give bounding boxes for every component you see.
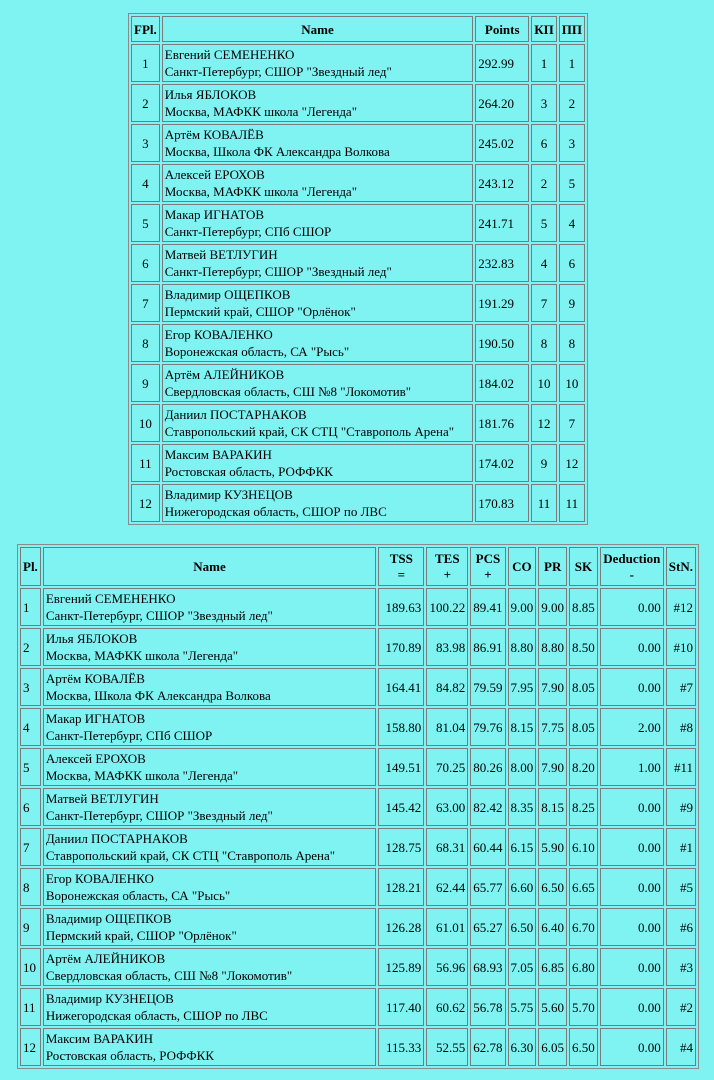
points-cell: 191.29 xyxy=(475,284,529,322)
stn-cell: #5 xyxy=(666,868,696,906)
stn-cell: #4 xyxy=(666,1028,696,1066)
header-points: Points xyxy=(475,16,529,42)
stn-cell: #6 xyxy=(666,908,696,946)
skater-club: Свердловская область, СШ №8 "Локомотив" xyxy=(164,384,412,399)
tss-cell: 158.80 xyxy=(378,708,424,746)
pr-cell: 7.90 xyxy=(538,668,567,706)
deduction-cell: 1.00 xyxy=(600,748,664,786)
table-row xyxy=(20,828,696,866)
pp-cell: 4 xyxy=(559,204,585,242)
co-cell: 8.00 xyxy=(508,748,537,786)
pp-cell: 2 xyxy=(559,84,585,122)
pr-cell: 7.75 xyxy=(538,708,567,746)
skater-club: Санкт-Петербург, СШОР "Звездный лед" xyxy=(164,264,392,279)
name-cell xyxy=(43,748,376,786)
header-name: Name xyxy=(43,547,376,586)
place-cell: 7 xyxy=(20,828,41,866)
skater-club: Ставропольский край, СК СТЦ "Ставрополь Арена" xyxy=(164,424,455,439)
name-cell xyxy=(43,868,376,906)
stn-cell: #8 xyxy=(666,708,696,746)
table-row xyxy=(20,988,696,1026)
pcs-cell: 89.41 xyxy=(470,588,505,626)
tss-cell: 115.33 xyxy=(378,1028,424,1066)
skater-name: Евгений СЕМЕНЕНКО xyxy=(164,47,295,62)
tes-cell: 61.01 xyxy=(426,908,468,946)
pcs-cell: 82.42 xyxy=(470,788,505,826)
skater-name: Владимир КУЗНЕЦОВ xyxy=(45,991,174,1006)
place-cell: 8 xyxy=(131,324,160,362)
final-standings-table xyxy=(128,13,588,525)
header-kp: КП xyxy=(531,16,557,42)
place-cell: 3 xyxy=(131,124,160,162)
name-cell xyxy=(43,908,376,946)
name-cell xyxy=(162,324,473,362)
tes-cell: 62.44 xyxy=(426,868,468,906)
co-cell: 7.05 xyxy=(508,948,537,986)
pr-cell: 9.00 xyxy=(538,588,567,626)
sk-cell: 6.80 xyxy=(569,948,598,986)
tes-cell: 100.22 xyxy=(426,588,468,626)
co-cell: 8.15 xyxy=(508,708,537,746)
tss-cell: 149.51 xyxy=(378,748,424,786)
points-cell: 232.83 xyxy=(475,244,529,282)
co-cell: 6.15 xyxy=(508,828,537,866)
tes-cell: 70.25 xyxy=(426,748,468,786)
place-cell: 1 xyxy=(131,44,160,82)
name-cell xyxy=(162,84,473,122)
pr-cell: 6.40 xyxy=(538,908,567,946)
skater-club: Санкт-Петербург, СПб СШОР xyxy=(164,224,332,239)
tss-cell: 170.89 xyxy=(378,628,424,666)
table-row xyxy=(131,364,585,402)
skater-club: Москва, МАФКК школа "Легенда" xyxy=(45,648,239,663)
points-cell: 292.99 xyxy=(475,44,529,82)
table-row xyxy=(131,244,585,282)
table-row xyxy=(131,164,585,202)
skater-name: Алексей ЕРОХОВ xyxy=(164,167,265,182)
skater-name: Макар ИГНАТОВ xyxy=(45,711,146,726)
skater-club: Пермский край, СШОР "Орлёнок" xyxy=(45,928,237,943)
skater-name: Даниил ПОСТАРНАКОВ xyxy=(164,407,307,422)
deduction-cell: 0.00 xyxy=(600,588,664,626)
skater-name: Матвей ВЕТЛУГИН xyxy=(164,247,278,262)
skater-name: Егор КОВАЛЕНКО xyxy=(45,871,154,886)
skater-club: Свердловская область, СШ №8 "Локомотив" xyxy=(45,968,293,983)
kp-cell: 6 xyxy=(531,124,557,162)
header-tes xyxy=(426,547,468,586)
sk-cell: 8.05 xyxy=(569,668,598,706)
co-cell: 6.60 xyxy=(508,868,537,906)
place-cell: 9 xyxy=(20,908,41,946)
name-cell xyxy=(162,284,473,322)
pr-cell: 7.90 xyxy=(538,748,567,786)
table-row xyxy=(20,748,696,786)
place-cell: 6 xyxy=(20,788,41,826)
name-cell xyxy=(43,788,376,826)
place-cell: 12 xyxy=(20,1028,41,1066)
co-cell: 8.80 xyxy=(508,628,537,666)
skater-club: Москва, МАФКК школа "Легенда" xyxy=(164,104,358,119)
skater-name: Владимир ОЩЕПКОВ xyxy=(45,911,172,926)
points-cell: 264.20 xyxy=(475,84,529,122)
header-deduction xyxy=(600,547,664,586)
skater-club: Санкт-Петербург, СШОР "Звездный лед" xyxy=(164,64,392,79)
skater-name: Максим ВАРАКИН xyxy=(45,1031,153,1046)
points-cell: 181.76 xyxy=(475,404,529,442)
pcs-cell: 80.26 xyxy=(470,748,505,786)
skater-name: Егор КОВАЛЕНКО xyxy=(164,327,273,342)
name-cell xyxy=(162,404,473,442)
table-row xyxy=(20,948,696,986)
sk-cell: 6.70 xyxy=(569,908,598,946)
pcs-cell: 79.59 xyxy=(470,668,505,706)
skater-club: Санкт-Петербург, СПб СШОР xyxy=(45,728,213,743)
name-cell xyxy=(43,828,376,866)
table-row xyxy=(131,284,585,322)
deduction-cell: 0.00 xyxy=(600,628,664,666)
pp-cell: 6 xyxy=(559,244,585,282)
pp-cell: 9 xyxy=(559,284,585,322)
standings-header-row xyxy=(131,16,585,42)
place-cell: 11 xyxy=(20,988,41,1026)
skater-club: Ставропольский край, СК СТЦ "Ставрополь Арена" xyxy=(45,848,336,863)
skater-club: Пермский край, СШОР "Орлёнок" xyxy=(164,304,356,319)
deduction-cell: 0.00 xyxy=(600,988,664,1026)
table-row xyxy=(131,44,585,82)
pcs-cell: 65.77 xyxy=(470,868,505,906)
skater-name: Макар ИГНАТОВ xyxy=(164,207,265,222)
co-cell: 6.50 xyxy=(508,908,537,946)
stn-cell: #12 xyxy=(666,588,696,626)
segment-results-table xyxy=(17,544,699,1069)
table-row xyxy=(20,588,696,626)
pcs-cell: 79.76 xyxy=(470,708,505,746)
sk-cell: 8.85 xyxy=(569,588,598,626)
skater-name: Илья ЯБЛОКОВ xyxy=(45,631,138,646)
name-cell xyxy=(43,988,376,1026)
points-cell: 190.50 xyxy=(475,324,529,362)
stn-cell: #1 xyxy=(666,828,696,866)
tes-cell: 68.31 xyxy=(426,828,468,866)
points-cell: 243.12 xyxy=(475,164,529,202)
table-row xyxy=(131,404,585,442)
header-sk: SK xyxy=(569,547,598,586)
tss-cell: 126.28 xyxy=(378,908,424,946)
deduction-cell: 0.00 xyxy=(600,828,664,866)
pr-cell: 6.05 xyxy=(538,1028,567,1066)
sk-cell: 8.05 xyxy=(569,708,598,746)
pp-cell: 7 xyxy=(559,404,585,442)
pcs-cell: 86.91 xyxy=(470,628,505,666)
tss-cell: 189.63 xyxy=(378,588,424,626)
tes-cell: 81.04 xyxy=(426,708,468,746)
name-cell xyxy=(162,204,473,242)
table-row xyxy=(131,324,585,362)
points-cell: 245.02 xyxy=(475,124,529,162)
place-cell: 5 xyxy=(131,204,160,242)
pp-cell: 12 xyxy=(559,444,585,482)
kp-cell: 2 xyxy=(531,164,557,202)
tss-cell: 117.40 xyxy=(378,988,424,1026)
skater-club: Санкт-Петербург, СШОР "Звездный лед" xyxy=(45,608,273,623)
sk-cell: 5.70 xyxy=(569,988,598,1026)
name-cell xyxy=(162,164,473,202)
place-cell: 2 xyxy=(131,84,160,122)
table-row xyxy=(20,908,696,946)
co-cell: 5.75 xyxy=(508,988,537,1026)
header-tes-sign: + xyxy=(443,566,451,582)
stn-cell: #7 xyxy=(666,668,696,706)
place-cell: 2 xyxy=(20,628,41,666)
sk-cell: 8.20 xyxy=(569,748,598,786)
header-place: FPl. xyxy=(131,16,160,42)
skater-club: Москва, Школа ФК Александра Волкова xyxy=(164,144,390,159)
pp-cell: 3 xyxy=(559,124,585,162)
deduction-cell: 0.00 xyxy=(600,788,664,826)
skater-club: Ростовская область, РОФФКК xyxy=(45,1048,215,1063)
pcs-cell: 56.78 xyxy=(470,988,505,1026)
pp-cell: 5 xyxy=(559,164,585,202)
kp-cell: 3 xyxy=(531,84,557,122)
tss-cell: 128.75 xyxy=(378,828,424,866)
skater-name: Матвей ВЕТЛУГИН xyxy=(45,791,159,806)
header-deduction-label: Deduction xyxy=(603,550,661,566)
header-pp: ПП xyxy=(559,16,585,42)
skater-club: Москва, МАФКК школа "Легенда" xyxy=(45,768,239,783)
name-cell xyxy=(162,124,473,162)
stn-cell: #11 xyxy=(666,748,696,786)
kp-cell: 10 xyxy=(531,364,557,402)
kp-cell: 1 xyxy=(531,44,557,82)
points-cell: 184.02 xyxy=(475,364,529,402)
skater-club: Ростовская область, РОФФКК xyxy=(164,464,333,479)
skater-club: Санкт-Петербург, СШОР "Звездный лед" xyxy=(45,808,273,823)
skater-name: Артём АЛЕЙНИКОВ xyxy=(45,951,166,966)
table-row xyxy=(20,708,696,746)
tes-cell: 84.82 xyxy=(426,668,468,706)
skater-name: Артём КОВАЛЁВ xyxy=(45,671,145,686)
sk-cell: 8.50 xyxy=(569,628,598,666)
skater-name: Даниил ПОСТАРНАКОВ xyxy=(45,831,188,846)
kp-cell: 9 xyxy=(531,444,557,482)
co-cell: 7.95 xyxy=(508,668,537,706)
stn-cell: #10 xyxy=(666,628,696,666)
deduction-cell: 0.00 xyxy=(600,948,664,986)
skater-name: Илья ЯБЛОКОВ xyxy=(164,87,257,102)
skater-name: Владимир КУЗНЕЦОВ xyxy=(164,487,293,502)
pr-cell: 6.50 xyxy=(538,868,567,906)
tes-cell: 83.98 xyxy=(426,628,468,666)
pr-cell: 8.15 xyxy=(538,788,567,826)
table-row xyxy=(20,668,696,706)
place-cell: 6 xyxy=(131,244,160,282)
kp-cell: 11 xyxy=(531,484,557,522)
name-cell xyxy=(43,588,376,626)
skater-name: Владимир ОЩЕПКОВ xyxy=(164,287,291,302)
stn-cell: #9 xyxy=(666,788,696,826)
table-row xyxy=(20,868,696,906)
place-cell: 7 xyxy=(131,284,160,322)
place-cell: 11 xyxy=(131,444,160,482)
sk-cell: 6.10 xyxy=(569,828,598,866)
place-cell: 10 xyxy=(131,404,160,442)
deduction-cell: 0.00 xyxy=(600,908,664,946)
stn-cell: #3 xyxy=(666,948,696,986)
pp-cell: 11 xyxy=(559,484,585,522)
deduction-cell: 0.00 xyxy=(600,1028,664,1066)
kp-cell: 5 xyxy=(531,204,557,242)
pp-cell: 8 xyxy=(559,324,585,362)
name-cell xyxy=(43,708,376,746)
skater-name: Евгений СЕМЕНЕНКО xyxy=(45,591,176,606)
name-cell xyxy=(43,1028,376,1066)
skater-name: Артём КОВАЛЁВ xyxy=(164,127,264,142)
header-pcs-label: PCS xyxy=(475,550,501,566)
tss-cell: 125.89 xyxy=(378,948,424,986)
table-row xyxy=(20,628,696,666)
name-cell xyxy=(162,244,473,282)
name-cell xyxy=(43,668,376,706)
place-cell: 9 xyxy=(131,364,160,402)
pcs-cell: 62.78 xyxy=(470,1028,505,1066)
tes-cell: 63.00 xyxy=(426,788,468,826)
place-cell: 4 xyxy=(131,164,160,202)
deduction-cell: 0.00 xyxy=(600,868,664,906)
skater-club: Нижегородская область, СШОР по ЛВС xyxy=(45,1008,268,1023)
header-tes-label: TES xyxy=(435,550,460,566)
header-name: Name xyxy=(162,16,473,42)
header-pcs-sign: + xyxy=(484,566,492,582)
stn-cell: #2 xyxy=(666,988,696,1026)
name-cell xyxy=(162,444,473,482)
kp-cell: 8 xyxy=(531,324,557,362)
co-cell: 9.00 xyxy=(508,588,537,626)
kp-cell: 12 xyxy=(531,404,557,442)
co-cell: 8.35 xyxy=(508,788,537,826)
pcs-cell: 65.27 xyxy=(470,908,505,946)
tes-cell: 52.55 xyxy=(426,1028,468,1066)
table-row xyxy=(20,788,696,826)
tss-cell: 128.21 xyxy=(378,868,424,906)
header-tss-label: TSS xyxy=(389,550,413,566)
pr-cell: 5.60 xyxy=(538,988,567,1026)
name-cell xyxy=(162,44,473,82)
header-pcs xyxy=(470,547,505,586)
name-cell xyxy=(162,364,473,402)
header-stn: StN. xyxy=(666,547,696,586)
pr-cell: 6.85 xyxy=(538,948,567,986)
name-cell xyxy=(43,948,376,986)
header-tss-sign: = xyxy=(397,566,405,582)
tss-cell: 164.41 xyxy=(378,668,424,706)
kp-cell: 7 xyxy=(531,284,557,322)
place-cell: 10 xyxy=(20,948,41,986)
skater-club: Нижегородская область, СШОР по ЛВС xyxy=(164,504,387,519)
table-row xyxy=(131,84,585,122)
place-cell: 12 xyxy=(131,484,160,522)
points-cell: 174.02 xyxy=(475,444,529,482)
table-row xyxy=(131,204,585,242)
points-cell: 241.71 xyxy=(475,204,529,242)
co-cell: 6.30 xyxy=(508,1028,537,1066)
skater-name: Алексей ЕРОХОВ xyxy=(45,751,146,766)
segment-header-row xyxy=(20,547,696,586)
kp-cell: 4 xyxy=(531,244,557,282)
skater-club: Воронежская область, СА "Рысь" xyxy=(45,888,231,903)
place-cell: 3 xyxy=(20,668,41,706)
place-cell: 1 xyxy=(20,588,41,626)
name-cell xyxy=(162,484,473,522)
name-cell xyxy=(43,628,376,666)
tss-cell: 145.42 xyxy=(378,788,424,826)
header-deduction-sign: - xyxy=(629,566,634,582)
pp-cell: 10 xyxy=(559,364,585,402)
header-place: Pl. xyxy=(20,547,41,586)
header-pr: PR xyxy=(538,547,567,586)
pp-cell: 1 xyxy=(559,44,585,82)
points-cell: 170.83 xyxy=(475,484,529,522)
pr-cell: 8.80 xyxy=(538,628,567,666)
skater-club: Москва, Школа ФК Александра Волкова xyxy=(45,688,271,703)
tes-cell: 60.62 xyxy=(426,988,468,1026)
skater-name: Артём АЛЕЙНИКОВ xyxy=(164,367,285,382)
table-row xyxy=(131,124,585,162)
deduction-cell: 2.00 xyxy=(600,708,664,746)
place-cell: 8 xyxy=(20,868,41,906)
pcs-cell: 60.44 xyxy=(470,828,505,866)
skater-name: Максим ВАРАКИН xyxy=(164,447,272,462)
place-cell: 5 xyxy=(20,748,41,786)
header-co: CO xyxy=(508,547,537,586)
table-row xyxy=(131,444,585,482)
table-row xyxy=(131,484,585,522)
sk-cell: 6.65 xyxy=(569,868,598,906)
header-tss xyxy=(378,547,424,586)
sk-cell: 6.50 xyxy=(569,1028,598,1066)
table-row xyxy=(20,1028,696,1066)
deduction-cell: 0.00 xyxy=(600,668,664,706)
skater-club: Москва, МАФКК школа "Легенда" xyxy=(164,184,358,199)
place-cell: 4 xyxy=(20,708,41,746)
pcs-cell: 68.93 xyxy=(470,948,505,986)
pr-cell: 5.90 xyxy=(538,828,567,866)
sk-cell: 8.25 xyxy=(569,788,598,826)
skater-club: Воронежская область, СА "Рысь" xyxy=(164,344,350,359)
tes-cell: 56.96 xyxy=(426,948,468,986)
